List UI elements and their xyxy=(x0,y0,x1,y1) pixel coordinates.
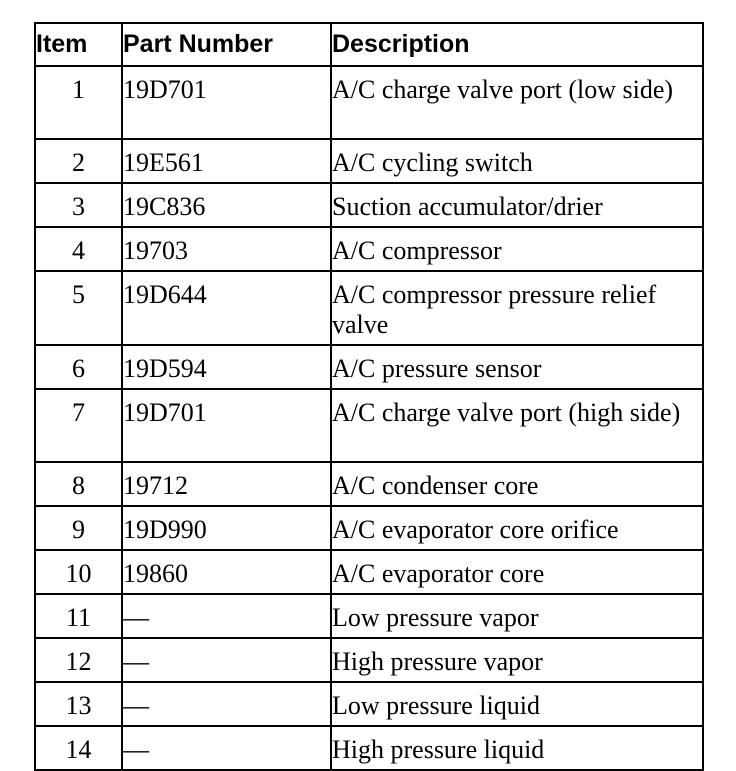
part-number-cell: — xyxy=(122,682,331,726)
item-number-cell: 12 xyxy=(35,638,122,682)
part-number-cell: — xyxy=(122,638,331,682)
table-row xyxy=(35,66,703,139)
part-number-cell: 19D990 xyxy=(122,506,331,550)
item-number-cell: 6 xyxy=(35,345,122,389)
part-number-cell: 19D594 xyxy=(122,345,331,389)
table-row xyxy=(35,139,703,183)
table-row xyxy=(35,506,703,550)
part-number-cell: 19D701 xyxy=(122,389,331,462)
part-number-cell: — xyxy=(122,726,331,770)
description-cell: A/C compressor pressure relief valve xyxy=(331,271,703,345)
description-cell: A/C compressor xyxy=(331,227,703,271)
table-row xyxy=(35,550,703,594)
item-number-cell: 11 xyxy=(35,594,122,638)
item-number-cell: 13 xyxy=(35,682,122,726)
part-number-cell: 19D644 xyxy=(122,271,331,345)
table-row xyxy=(35,594,703,638)
item-number-cell: 14 xyxy=(35,726,122,770)
description-cell: A/C charge valve port (low side) xyxy=(331,66,703,139)
part-number-cell: 19C836 xyxy=(122,183,331,227)
item-number-cell: 3 xyxy=(35,183,122,227)
column-header-description: Description xyxy=(331,23,703,66)
table-row xyxy=(35,345,703,389)
description-cell: High pressure vapor xyxy=(331,638,703,682)
description-cell: A/C evaporator core xyxy=(331,550,703,594)
item-number-cell: 7 xyxy=(35,389,122,462)
item-number-cell: 9 xyxy=(35,506,122,550)
table-row xyxy=(35,183,703,227)
item-number-cell: 4 xyxy=(35,227,122,271)
table-row xyxy=(35,726,703,770)
table-row xyxy=(35,638,703,682)
item-number-cell: 10 xyxy=(35,550,122,594)
description-cell: A/C charge valve port (high side) xyxy=(331,389,703,462)
table-row xyxy=(35,389,703,462)
part-number-cell: 19703 xyxy=(122,227,331,271)
table-row xyxy=(35,227,703,271)
part-number-cell: 19E561 xyxy=(122,139,331,183)
column-header-part-number: Part Number xyxy=(122,23,331,66)
column-header-item: Item xyxy=(35,23,122,66)
item-number-cell: 2 xyxy=(35,139,122,183)
description-cell: A/C condenser core xyxy=(331,462,703,506)
description-cell: Low pressure liquid xyxy=(331,682,703,726)
part-number-cell: 19D701 xyxy=(122,66,331,139)
item-number-cell: 1 xyxy=(35,66,122,139)
table-row xyxy=(35,462,703,506)
item-number-cell: 5 xyxy=(35,271,122,345)
table-row xyxy=(35,271,703,345)
description-cell: High pressure liquid xyxy=(331,726,703,770)
part-number-cell: 19860 xyxy=(122,550,331,594)
description-cell: A/C evaporator core orifice xyxy=(331,506,703,550)
part-number-cell: 19712 xyxy=(122,462,331,506)
description-cell: A/C cycling switch xyxy=(331,139,703,183)
table-row xyxy=(35,682,703,726)
description-cell: A/C pressure sensor xyxy=(331,345,703,389)
part-number-cell: — xyxy=(122,594,331,638)
item-number-cell: 8 xyxy=(35,462,122,506)
description-cell: Low pressure vapor xyxy=(331,594,703,638)
table-header-row xyxy=(35,23,703,66)
parts-table xyxy=(34,22,704,771)
description-cell: Suction accumulator/drier xyxy=(331,183,703,227)
